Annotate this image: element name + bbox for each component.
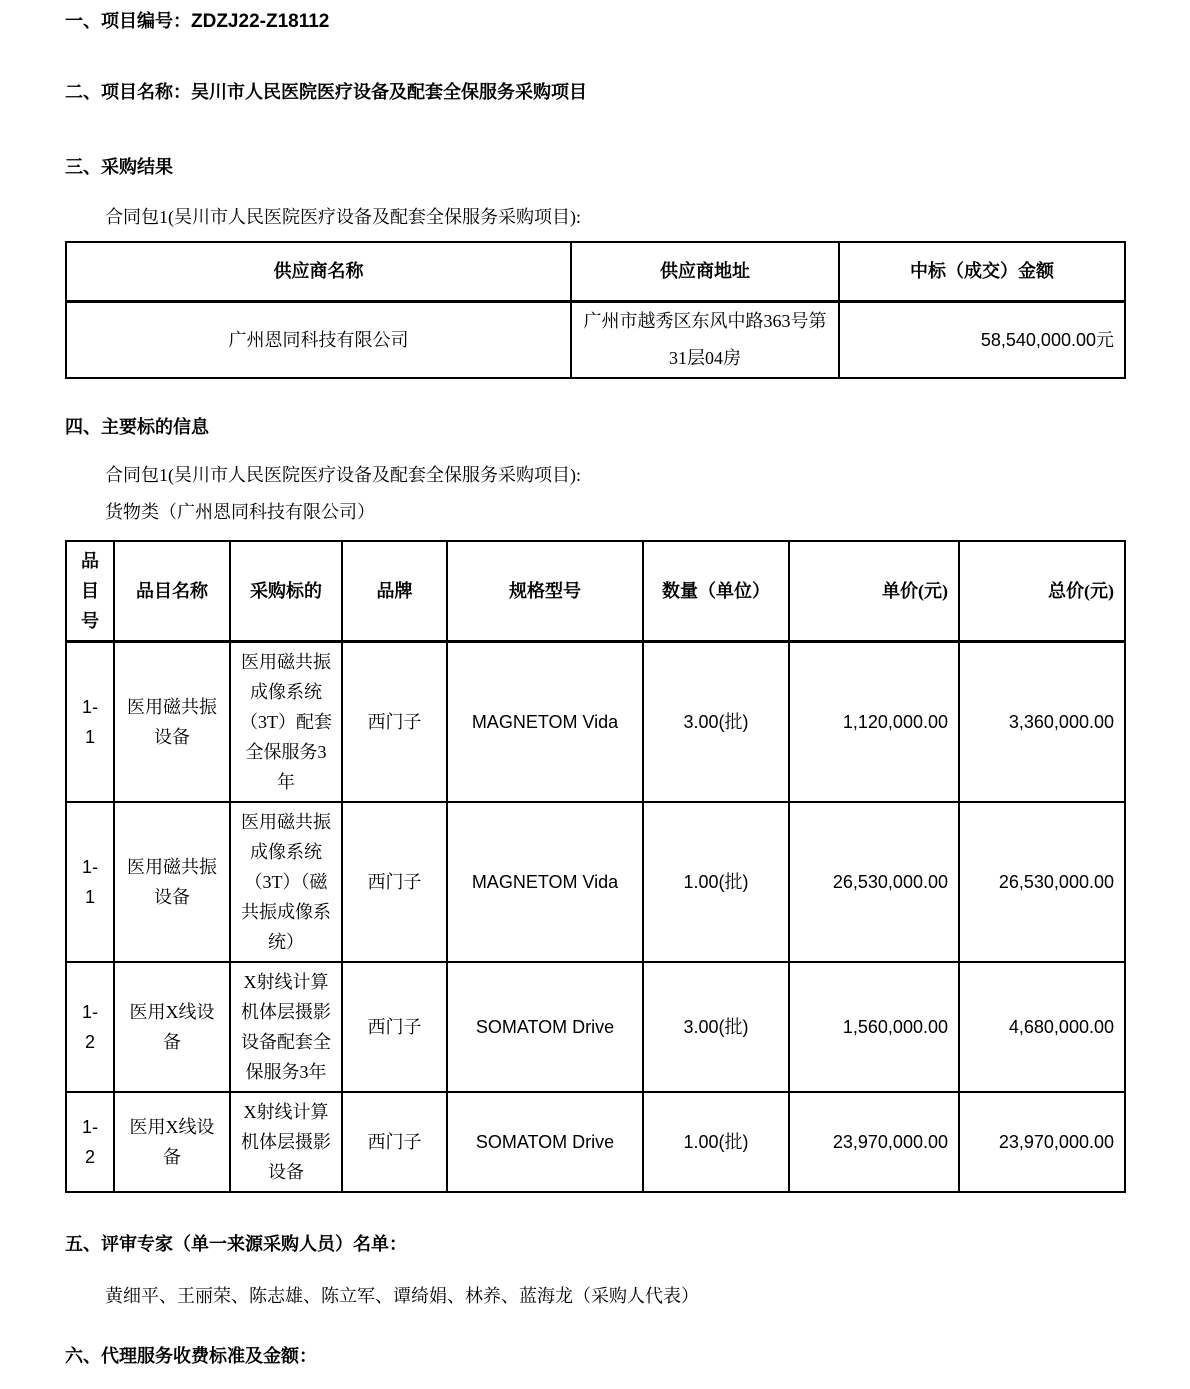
- cell-total-price: 26,530,000.00: [959, 802, 1125, 962]
- col-header-total-price: 总价(元): [959, 541, 1125, 642]
- cell-brand: 西门子: [342, 642, 447, 803]
- cell-quantity: 3.00(批): [643, 962, 789, 1092]
- cell-procurement-target: X射线计算机体层摄影设备配套全保服务3年: [230, 962, 342, 1092]
- cell-item-no: 1-1: [66, 642, 114, 803]
- cell-item-name: 医用磁共振设备: [114, 802, 230, 962]
- col-header-quantity: 数量（单位）: [643, 541, 789, 642]
- cell-supplier-address: 广州市越秀区东风中路363号第31层04房: [571, 302, 839, 379]
- section-heading-main-subject-info: 四、主要标的信息: [65, 417, 209, 437]
- section-heading-review-experts: 五、评审专家（单一来源采购人员）名单：: [65, 1234, 407, 1254]
- col-header-procurement-target: 采购标的: [230, 541, 342, 642]
- table-header-row: [66, 541, 1125, 642]
- cell-unit-price: 26,530,000.00: [789, 802, 959, 962]
- goods-category-line: 货物类（广州恩同科技有限公司）: [105, 502, 375, 522]
- cell-quantity: 1.00(批): [643, 1092, 789, 1192]
- table-row: [66, 1092, 1125, 1192]
- cell-item-no: 1-1: [66, 802, 114, 962]
- cell-procurement-target: 医用磁共振成像系统（3T）配套全保服务3年: [230, 642, 342, 803]
- table-row: [66, 962, 1125, 1092]
- cell-unit-price: 1,560,000.00: [789, 962, 959, 1092]
- col-header-item-no: 品目号: [66, 541, 114, 642]
- cell-unit-price: 1,120,000.00: [789, 642, 959, 803]
- cell-brand: 西门子: [342, 1092, 447, 1192]
- cell-supplier-name: 广州恩同科技有限公司: [66, 302, 571, 379]
- project-number-label: 一、项目编号：: [65, 11, 191, 31]
- cell-model: SOMATOM Drive: [447, 962, 643, 1092]
- cell-item-name: 医用X线设备: [114, 962, 230, 1092]
- supplier-result-table: [65, 241, 1126, 379]
- table-row: [66, 302, 1125, 379]
- cell-model: MAGNETOM Vida: [447, 802, 643, 962]
- contract-package-line: 合同包1(吴川市人民医院医疗设备及配套全保服务采购项目):: [105, 207, 581, 227]
- col-header-supplier-address: 供应商地址: [571, 242, 839, 302]
- section-heading-agency-fee: 六、代理服务收费标准及金额：: [65, 1346, 317, 1366]
- contract-package-line: 合同包1(吴川市人民医院医疗设备及配套全保服务采购项目):: [105, 465, 581, 485]
- items-table: [65, 540, 1126, 1193]
- table-header-row: [66, 242, 1125, 302]
- cell-quantity: 3.00(批): [643, 642, 789, 803]
- cell-procurement-target: 医用磁共振成像系统（3T）（磁共振成像系统）: [230, 802, 342, 962]
- col-header-supplier-name: 供应商名称: [66, 242, 571, 302]
- col-header-item-name: 品目名称: [114, 541, 230, 642]
- section-heading-project-name: 二、项目名称：吴川市人民医院医疗设备及配套全保服务采购项目: [65, 82, 587, 102]
- cell-item-name: 医用X线设备: [114, 1092, 230, 1192]
- cell-quantity: 1.00(批): [643, 802, 789, 962]
- cell-total-price: 4,680,000.00: [959, 962, 1125, 1092]
- table-row: [66, 802, 1125, 962]
- col-header-award-amount: 中标（成交）金额: [839, 242, 1125, 302]
- section-heading-procurement-result: 三、采购结果: [65, 157, 173, 177]
- col-header-brand: 品牌: [342, 541, 447, 642]
- col-header-unit-price: 单价(元): [789, 541, 959, 642]
- cell-unit-price: 23,970,000.00: [789, 1092, 959, 1192]
- table-row: [66, 642, 1125, 803]
- section-heading-project-number: [65, 8, 1124, 35]
- col-header-model: 规格型号: [447, 541, 643, 642]
- cell-model: SOMATOM Drive: [447, 1092, 643, 1192]
- project-number-value: ZDZJ22-Z18112: [191, 11, 330, 32]
- cell-item-name: 医用磁共振设备: [114, 642, 230, 803]
- cell-model: MAGNETOM Vida: [447, 642, 643, 803]
- cell-award-amount: 58,540,000.00元: [839, 302, 1125, 379]
- cell-item-no: 1-2: [66, 962, 114, 1092]
- cell-item-no: 1-2: [66, 1092, 114, 1192]
- cell-procurement-target: X射线计算机体层摄影设备: [230, 1092, 342, 1192]
- cell-total-price: 23,970,000.00: [959, 1092, 1125, 1192]
- cell-brand: 西门子: [342, 802, 447, 962]
- cell-brand: 西门子: [342, 962, 447, 1092]
- cell-total-price: 3,360,000.00: [959, 642, 1125, 803]
- expert-names-line: 黄细平、王丽荣、陈志雄、陈立军、谭绮娟、林养、蓝海龙（采购人代表）: [105, 1286, 699, 1306]
